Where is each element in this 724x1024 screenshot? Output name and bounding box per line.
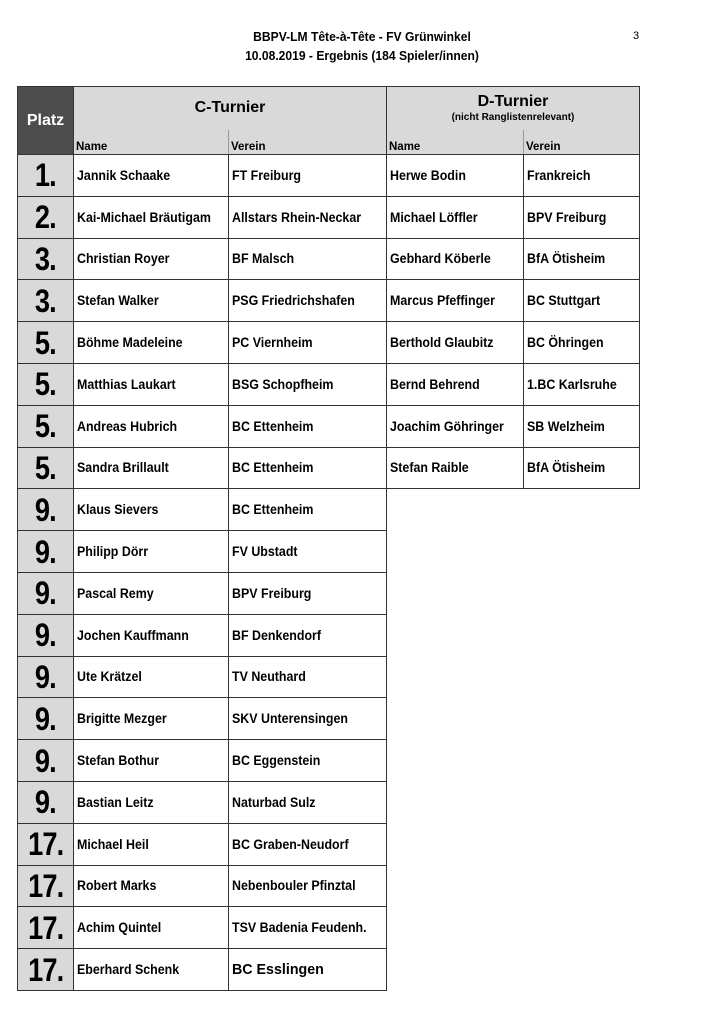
c-verein-cell: SKV Unterensingen <box>229 698 387 740</box>
c-name-cell: Andreas Hubrich <box>74 405 229 447</box>
table-row <box>18 614 640 656</box>
c-name-cell: Pascal Remy <box>74 572 229 614</box>
empty-cell <box>387 614 640 656</box>
d-verein-cell: BfA Ötisheim <box>524 238 640 280</box>
document-subtitle: 10.08.2019 - Ergebnis (184 Spieler/innen) <box>245 48 479 63</box>
table-row <box>18 280 640 322</box>
d-name-cell: Michael Löffler <box>387 196 524 238</box>
empty-cell <box>387 823 640 865</box>
table-row <box>18 447 640 489</box>
c-verein-cell: Nebenbouler Pfinztal <box>229 865 387 907</box>
c-name-cell: Stefan Bothur <box>74 740 229 782</box>
c-name-cell: Philipp Dörr <box>74 531 229 573</box>
table-row <box>18 907 640 949</box>
table-row <box>18 781 640 823</box>
placement-cell: 9. <box>18 489 74 531</box>
d-turnier-subtitle: (nicht Ranglistenrelevant) <box>451 112 575 124</box>
empty-cell <box>387 907 640 949</box>
c-verein-cell: BC Ettenheim <box>229 447 387 489</box>
c-name-cell: Brigitte Mezger <box>74 698 229 740</box>
page-number: 3 <box>633 30 640 42</box>
c-verein-cell: BSG Schopfheim <box>229 363 387 405</box>
empty-cell <box>387 949 640 991</box>
c-name-cell: Sandra Brillault <box>74 447 229 489</box>
empty-cell <box>387 531 640 573</box>
placement-cell: 9. <box>18 698 74 740</box>
results-table <box>17 86 640 991</box>
result-rows <box>18 155 640 991</box>
table-row <box>18 363 640 405</box>
placement-cell: 9. <box>18 781 74 823</box>
placement-cell: 5. <box>18 447 74 489</box>
d-verein-cell: SB Welzheim <box>524 405 640 447</box>
d-name-label: Name <box>387 130 524 155</box>
empty-cell <box>387 781 640 823</box>
c-name-cell: Böhme Madeleine <box>74 322 229 364</box>
c-verein-cell: BC Ettenheim <box>229 489 387 531</box>
empty-cell <box>387 698 640 740</box>
placement-cell: 17. <box>18 907 74 949</box>
table-row <box>18 823 640 865</box>
table-row <box>18 196 640 238</box>
c-name-cell: Matthias Laukart <box>74 363 229 405</box>
c-turnier-title: C-Turnier <box>194 99 266 117</box>
d-turnier-title: D-Turnier <box>477 93 549 111</box>
c-verein-cell: BF Malsch <box>229 238 387 280</box>
placement-cell: 2. <box>18 196 74 238</box>
d-verein-cell: BfA Ötisheim <box>524 447 640 489</box>
c-name-cell: Christian Royer <box>74 238 229 280</box>
d-name-cell: Stefan Raible <box>387 447 524 489</box>
c-verein-cell: TSV Badenia Feudenh. <box>229 907 387 949</box>
d-name-cell: Berthold Glaubitz <box>387 322 524 364</box>
empty-cell <box>387 865 640 907</box>
table-row <box>18 238 640 280</box>
table-row <box>18 572 640 614</box>
placement-cell: 9. <box>18 531 74 573</box>
d-verein-cell: BC Öhringen <box>524 322 640 364</box>
placement-cell: 9. <box>18 614 74 656</box>
c-verein-cell: Naturbad Sulz <box>229 781 387 823</box>
c-name-cell: Ute Krätzel <box>74 656 229 698</box>
table-row <box>18 698 640 740</box>
placement-cell: 3. <box>18 238 74 280</box>
c-verein-cell: BPV Freiburg <box>229 572 387 614</box>
c-name-cell: Bastian Leitz <box>74 781 229 823</box>
c-verein-cell: FT Freiburg <box>229 155 387 197</box>
c-name-cell: Jochen Kauffmann <box>74 614 229 656</box>
c-verein-cell: FV Ubstadt <box>229 531 387 573</box>
d-name-cell: Joachim Göhringer <box>387 405 524 447</box>
c-verein-cell: BC Ettenheim <box>229 405 387 447</box>
empty-cell <box>387 572 640 614</box>
table-row <box>18 949 640 991</box>
table-row <box>18 489 640 531</box>
d-verein-cell: Frankreich <box>524 155 640 197</box>
c-verein-cell: PSG Friedrichshafen <box>229 280 387 322</box>
table-row <box>18 740 640 782</box>
placement-cell: 9. <box>18 656 74 698</box>
placement-cell: 9. <box>18 740 74 782</box>
d-verein-label: Verein <box>524 130 640 155</box>
placement-cell: 1. <box>18 155 74 197</box>
c-verein-cell: BC Graben-Neudorf <box>229 823 387 865</box>
placement-cell: 5. <box>18 322 74 364</box>
c-name-cell: Klaus Sievers <box>74 489 229 531</box>
table-row <box>18 865 640 907</box>
c-name-cell: Kai-Michael Bräutigam <box>74 196 229 238</box>
placement-cell: 3. <box>18 280 74 322</box>
c-verein-cell: BF Denkendorf <box>229 614 387 656</box>
placement-cell: 17. <box>18 865 74 907</box>
document-title: BBPV-LM Tête-à-Tête - FV Grünwinkel <box>253 29 471 44</box>
table-row <box>18 155 640 197</box>
c-name-cell: Stefan Walker <box>74 280 229 322</box>
d-name-cell: Herwe Bodin <box>387 155 524 197</box>
c-name-cell: Jannik Schaake <box>74 155 229 197</box>
d-name-cell: Bernd Behrend <box>387 363 524 405</box>
c-name-cell: Eberhard Schenk <box>74 949 229 991</box>
empty-cell <box>387 489 640 531</box>
c-name-cell: Michael Heil <box>74 823 229 865</box>
d-verein-cell: BPV Freiburg <box>524 196 640 238</box>
d-turnier-header <box>387 87 640 130</box>
c-name-cell: Robert Marks <box>74 865 229 907</box>
empty-cell <box>387 656 640 698</box>
table-row <box>18 405 640 447</box>
placement-cell: 17. <box>18 949 74 991</box>
c-verein-cell: TV Neuthard <box>229 656 387 698</box>
c-verein-cell: BC Esslingen <box>229 949 387 991</box>
placement-cell: 9. <box>18 572 74 614</box>
table-row <box>18 322 640 364</box>
d-name-cell: Marcus Pfeffinger <box>387 280 524 322</box>
d-verein-cell: 1.BC Karlsruhe <box>524 363 640 405</box>
c-name-label: Name <box>74 130 229 155</box>
c-name-cell: Achim Quintel <box>74 907 229 949</box>
platz-header: Platz <box>18 87 74 155</box>
c-verein-cell: BC Eggenstein <box>229 740 387 782</box>
d-verein-cell: BC Stuttgart <box>524 280 640 322</box>
d-name-cell: Gebhard Köberle <box>387 238 524 280</box>
table-row <box>18 656 640 698</box>
empty-cell <box>387 740 640 782</box>
c-verein-cell: Allstars Rhein-Neckar <box>229 196 387 238</box>
c-turnier-header <box>74 87 387 130</box>
placement-cell: 5. <box>18 405 74 447</box>
table-row <box>18 531 640 573</box>
c-verein-cell: PC Viernheim <box>229 322 387 364</box>
placement-cell: 5. <box>18 363 74 405</box>
placement-cell: 17. <box>18 823 74 865</box>
c-verein-label: Verein <box>229 130 387 155</box>
